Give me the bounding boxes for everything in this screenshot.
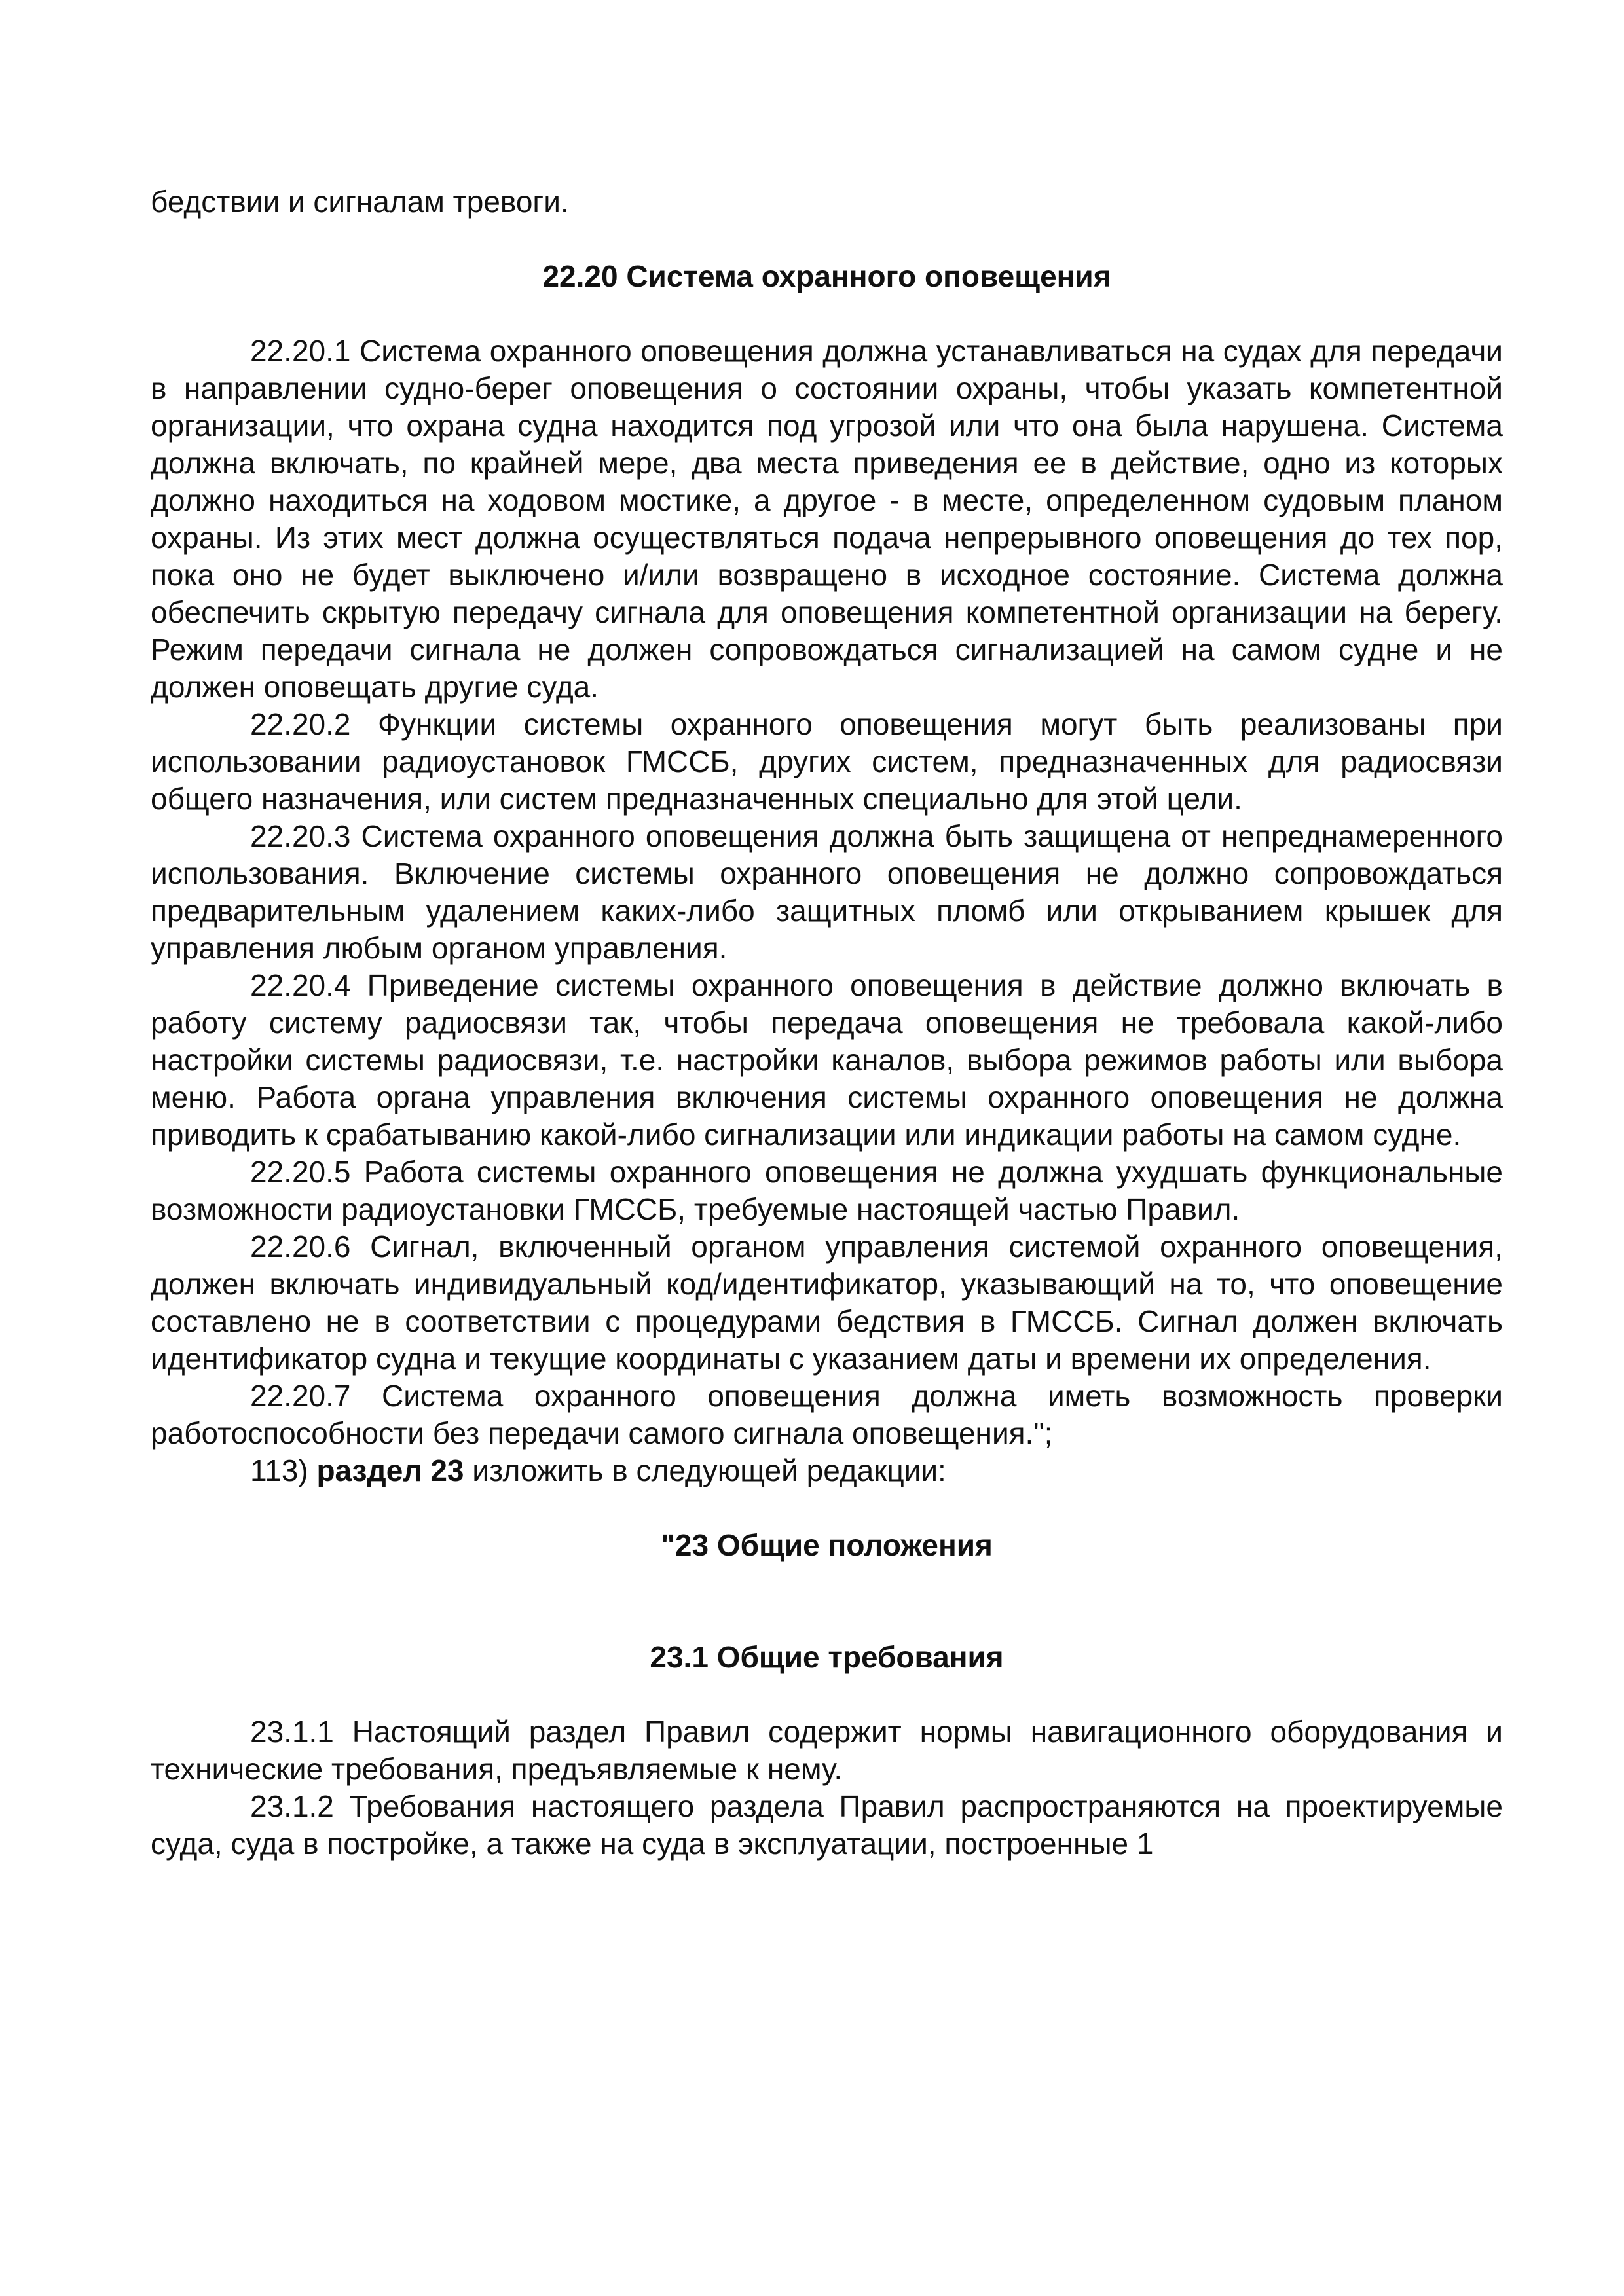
paragraph-113-bold: раздел 23 (316, 1453, 464, 1487)
document-page (151, 183, 1503, 1863)
paragraph-23-1-1: 23.1.1 Настоящий раздел Правил содержит нормы навигационного оборудования и технические требования, предъявляемые к нему. (151, 1715, 1503, 1786)
paragraph-22-20-3: 22.20.3 Система охранного оповещения должна быть защищена от непреднамеренного использования. Включение системы охранного оповещения не должно сопровождаться предварительным удалением каких-либо защитных пломб или открыванием крышек для управления любым органом управления. (151, 819, 1503, 965)
section-heading-23-1: 23.1 Общие требования (650, 1640, 1004, 1674)
paragraph-113-suffix: изложить в следующей редакции: (464, 1453, 946, 1487)
intro-line: бедствии и сигналам тревоги. (151, 185, 569, 219)
spacer (151, 221, 1503, 258)
paragraph-22-20-7: 22.20.7 Система охранного оповещения должна иметь возможность проверки работоспособности без передачи самого сигнала оповещения."; (151, 1379, 1503, 1450)
section-heading-23: "23 Общие положения (661, 1528, 993, 1562)
spacer (151, 1676, 1503, 1713)
spacer (151, 1564, 1503, 1601)
paragraph-23-1-2: 23.1.2 Требования настоящего раздела Правил распространяются на проектируемые суда, суда в постройке, а также на суда в эксплуатации, построенные 1 (151, 1789, 1503, 1861)
paragraph-113-prefix: 113) (250, 1453, 317, 1487)
section-heading-22-20: 22.20 Система охранного оповещения (542, 259, 1111, 293)
paragraph-22-20-6: 22.20.6 Сигнал, включенный органом управления системой охранного оповещения, должен включать индивидуальный код/идентификатор, указывающий на то, что оповещение составлено не в соответствии с процедурами бедствия в ГМССБ. Сигнал должен включать идентификатор судна и текущие координаты с указанием даты и времени их определения. (151, 1230, 1503, 1376)
paragraph-22-20-1: 22.20.1 Система охранного оповещения должна устанавливаться на судах для передачи в направлении судно-берег оповещения о состоянии охраны, чтобы указать компетентной организации, что охрана судна находится под угрозой или что она была нарушена. Система должна включать, по крайней мере, два места приведения ее в действие, одно из которых должно находиться на ходовом мостике, а другое - в месте, определенном судовым планом охраны. Из этих мест должна осуществляться подача непрерывного оповещения до тех пор, пока оно не будет выключено и/или возвращено в исходное состояние. Система должна обеспечить скрытую передачу сигнала для оповещения компетентной организации на берегу. Режим передачи сигнала не должен сопровождаться сигнализацией на самом судне и не должен оповещать другие суда. (151, 334, 1503, 704)
paragraph-113 (151, 1452, 1503, 1489)
spacer (151, 295, 1503, 333)
paragraph-22-20-5: 22.20.5 Работа системы охранного оповещения не должна ухудшать функциональные возможности радиоустановки ГМССБ, требуемые настоящей частью Правил. (151, 1155, 1503, 1226)
paragraph-22-20-4: 22.20.4 Приведение системы охранного оповещения в действие должно включать в работу систему радиосвязи так, чтобы передача оповещения не требовала какой-либо настройки системы радиосвязи, т.е. настройки каналов, выбора режимов работы или выбора меню. Работа органа управления включения системы охранного оповещения не должна приводить к срабатыванию какой-либо сигнализации или индикации работы на самом судне. (151, 968, 1503, 1152)
spacer (151, 1601, 1503, 1639)
spacer (151, 1489, 1503, 1527)
paragraph-22-20-2: 22.20.2 Функции системы охранного оповещения могут быть реализованы при использовании радиоустановок ГМССБ, других систем, предназначенных для радиосвязи общего назначения, или систем предназначенных специально для этой цели. (151, 707, 1503, 816)
